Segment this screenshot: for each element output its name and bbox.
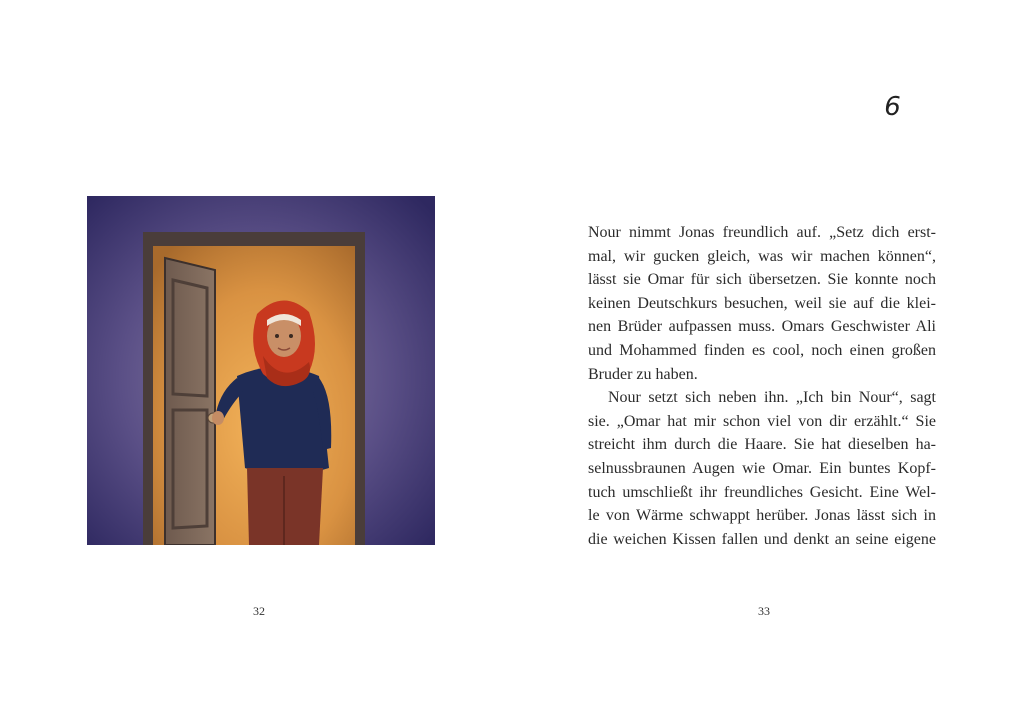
text-line: Nour nimmt Jonas freundlich auf. „Setz dich erst- <box>588 224 936 241</box>
text-line: nen Brüder aufpassen muss. Omars Geschwister Ali <box>588 318 936 336</box>
text-line: le von Wärme schwappt herüber. Jonas lässt sich in <box>588 507 936 525</box>
text-line: streicht ihm durch die Haare. Sie hat dieselben ha- <box>588 436 936 454</box>
text-line: Bruder zu haben. <box>588 365 698 383</box>
text-line: die weichen Kissen fallen und denkt an seine eigene <box>588 530 936 548</box>
woman-in-doorway-illustration <box>87 196 435 545</box>
right-page <box>512 0 1024 721</box>
text-line: Nour setzt sich neben ihn. „Ich bin Nour“, sagt <box>608 389 936 407</box>
text-line: und Mohammed finden es cool, noch einen großen <box>588 341 936 359</box>
text-line: keinen Deutschkurs besuchen, weil sie auf die klei- <box>588 294 936 312</box>
chapter-number: 6 <box>884 92 902 122</box>
text-line: tuch umschließt ihr freundliches Gesicht. Eine Wel- <box>588 483 936 501</box>
text-line: sie. „Omar hat mir schon viel von dir erzählt.“ Sie <box>588 412 936 430</box>
text-line: mal, wir gucken gleich, was wir machen können“, <box>588 247 936 265</box>
text-line: lässt sie Omar für sich übersetzen. Sie konnte noch <box>588 271 936 289</box>
page-number: 33 <box>758 604 770 618</box>
page-number: 32 <box>253 604 265 618</box>
text-line: selnussbraunen Augen wie Omar. Ein buntes Kopf- <box>588 459 936 477</box>
body-text <box>588 221 936 551</box>
